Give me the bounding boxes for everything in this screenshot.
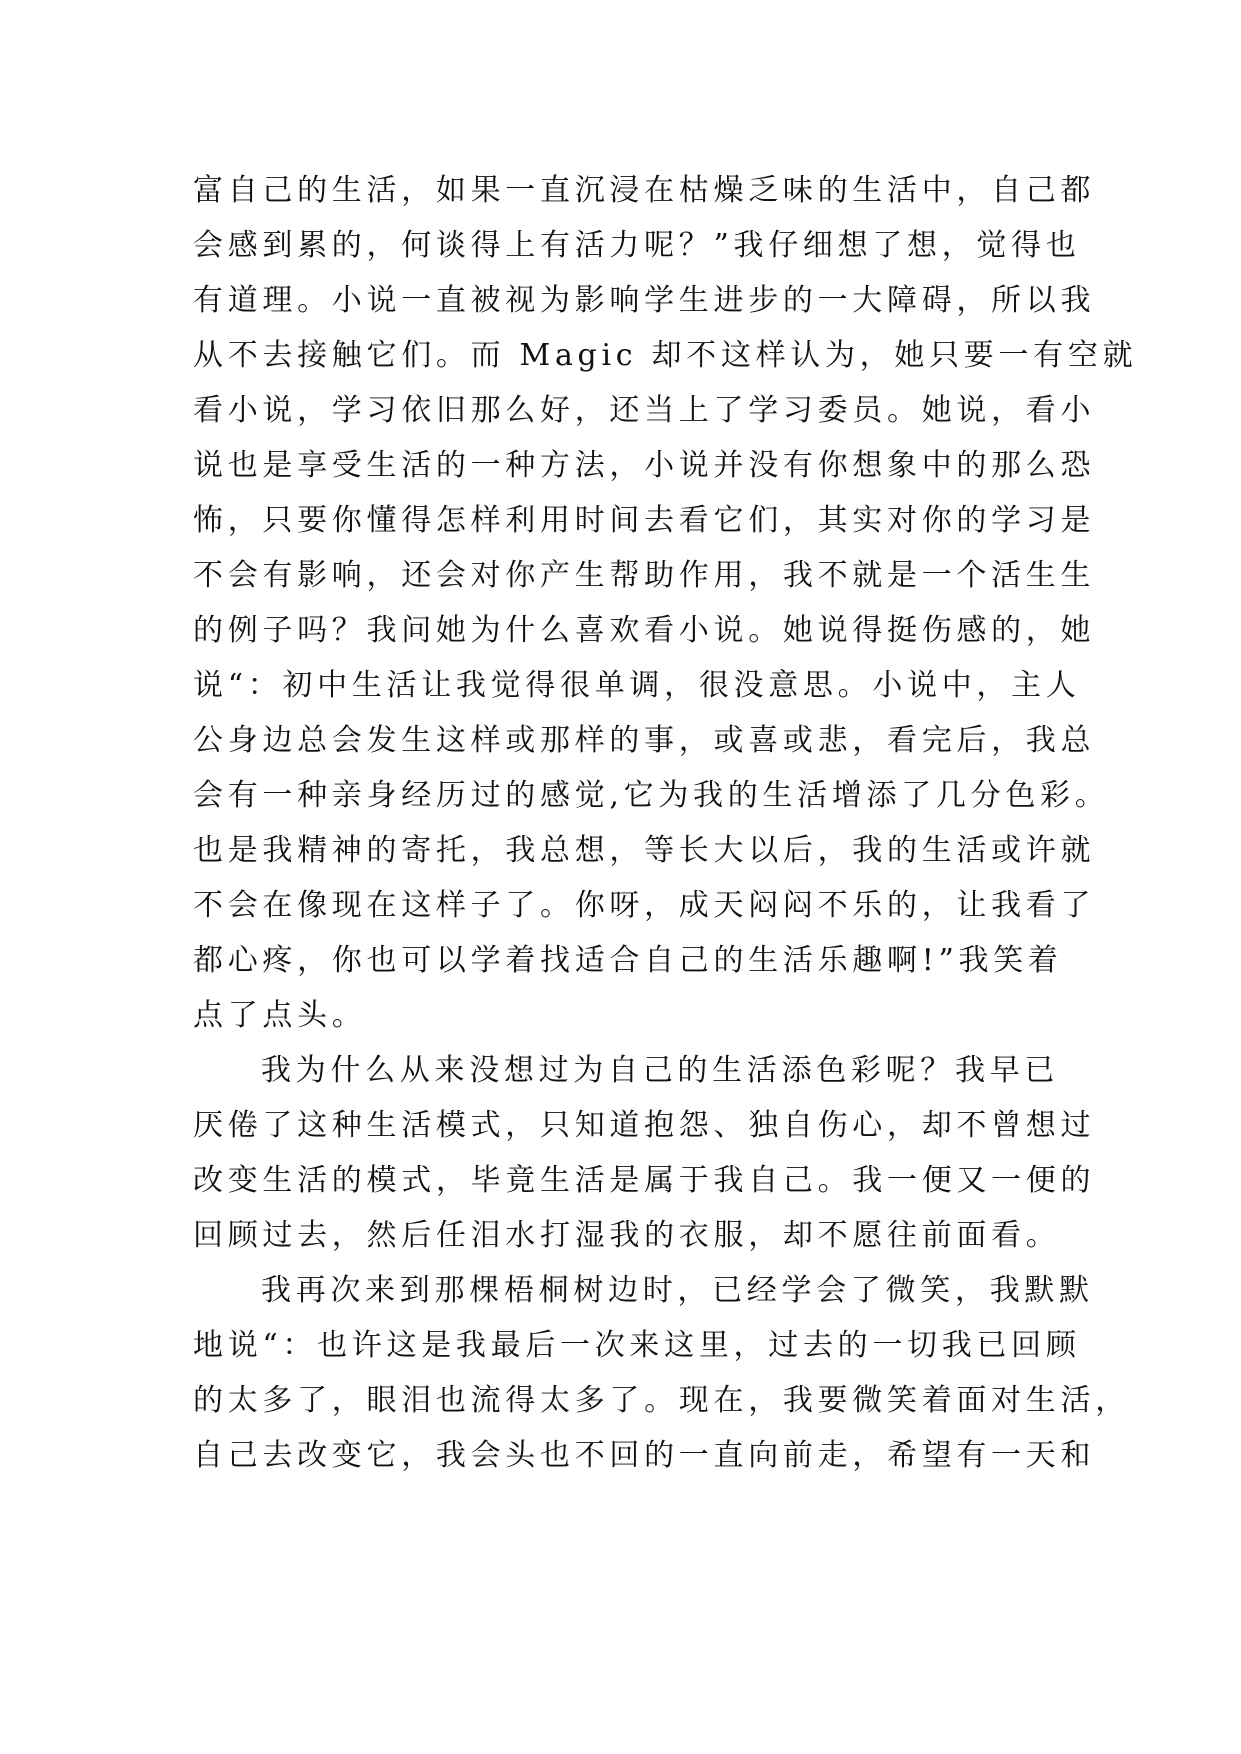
text-line: 改变生活的模式，毕竟生活是属于我自己。我一便又一便的 (193, 1163, 1096, 1198)
text-line: 回顾过去，然后任泪水打湿我的衣服，却不愿往前面看。 (193, 1218, 1061, 1253)
text-line: 都心疼，你也可以学着找适合自己的生活乐趣啊!”我笑着 (193, 943, 1063, 978)
paragraph-start-line: 我再次来到那棵梧桐树边时，已经学会了微笑，我默默 (261, 1273, 1094, 1308)
text-line: 从不去接触它们。而 Magic 却不这样认为，她只要一有空就 (193, 338, 1138, 373)
text-line: 也是我精神的寄托，我总想，等长大以后，我的生活或许就 (193, 833, 1096, 868)
text-line: 公身边总会发生这样或那样的事，或喜或悲，看完后，我总 (193, 723, 1096, 758)
text-line: 地说“：也许这是我最后一次来这里，过去的一切我已回顾 (193, 1328, 1081, 1363)
text-line: 会有一种亲身经历过的感觉,它为我的生活增添了几分色彩。 (193, 778, 1110, 813)
text-line: 说“：初中生活让我觉得很单调，很没意思。小说中，主人 (193, 668, 1081, 703)
text-line: 的例子吗？我问她为什么喜欢看小说。她说得挺伤感的，她 (193, 613, 1096, 648)
text-line: 说也是享受生活的一种方法，小说并没有你想象中的那么恐 (193, 448, 1096, 483)
text-line: 富自己的生活，如果一直沉浸在枯燥乏味的生活中，自己都 (193, 173, 1096, 208)
text-line: 厌倦了这种生活模式，只知道抱怨、独自伤心，却不曾想过 (193, 1108, 1096, 1143)
text-line: 怖，只要你懂得怎样利用时间去看它们，其实对你的学习是 (193, 503, 1096, 538)
text-line: 会感到累的，何谈得上有活力呢？”我仔细想了想，觉得也 (193, 228, 1081, 263)
text-line: 有道理。小说一直被视为影响学生进步的一大障碍，所以我 (193, 283, 1096, 318)
text-line: 不会有影响，还会对你产生帮助作用，我不就是一个活生生 (193, 558, 1096, 593)
paragraph-start-line: 我为什么从来没想过为自己的生活添色彩呢？我早已 (261, 1053, 1060, 1088)
text-line: 不会在像现在这样子了。你呀，成天闷闷不乐的，让我看了 (193, 888, 1096, 923)
text-line: 点了点头。 (193, 998, 367, 1033)
text-line: 看小说，学习依旧那么好，还当上了学习委员。她说，看小 (193, 393, 1096, 428)
text-line: 自己去改变它，我会头也不回的一直向前走，希望有一天和 (193, 1438, 1096, 1473)
body-text (193, 163, 1138, 1483)
text-line: 的太多了，眼泪也流得太多了。现在，我要微笑着面对生活， (193, 1383, 1130, 1418)
